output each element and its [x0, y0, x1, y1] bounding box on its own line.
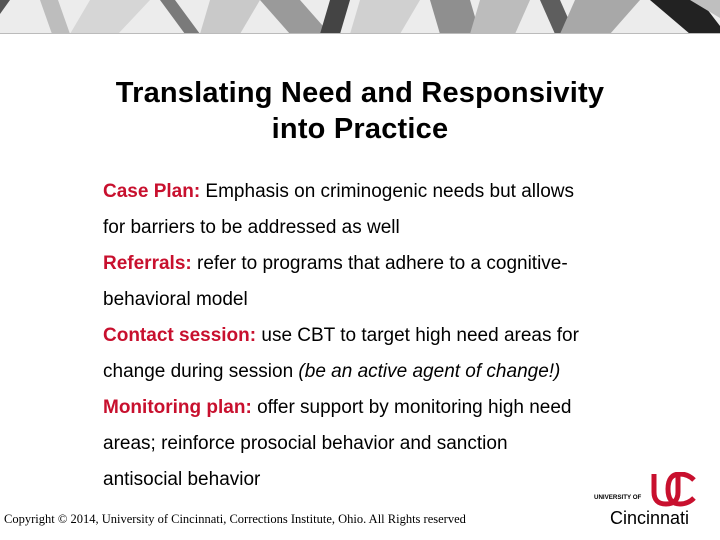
- monitoring-plan-text-line3: antisocial behavior: [103, 469, 261, 490]
- logo-cincinnati-text: Cincinnati: [610, 508, 690, 528]
- contact-session-text-line2: change during session: [103, 361, 299, 382]
- slide-title-line1: Translating Need and Responsivity: [115, 77, 605, 109]
- slide-title-line2: into Practice: [271, 113, 449, 145]
- slide-title: [60, 75, 660, 147]
- copyright-notice: Copyright © 2014, University of Cincinnati, Corrections Institute, Ohio. All Rights reserved: [4, 512, 466, 526]
- referrals-text-line1: refer to programs that adhere to a cognitive-: [191, 253, 568, 274]
- decorative-banner: [0, 0, 720, 34]
- monitoring-plan-label: Monitoring plan:: [103, 397, 252, 418]
- uc-monogram-icon: [654, 474, 694, 505]
- referrals-label: Referrals:: [103, 253, 192, 274]
- item-monitoring-plan: [103, 390, 643, 498]
- monitoring-plan-text-line2: areas; reinforce prosocial behavior and sanction: [103, 433, 508, 454]
- case-plan-label: Case Plan:: [103, 181, 201, 202]
- item-referrals: [103, 246, 643, 318]
- slide-body: [103, 174, 643, 498]
- contact-session-emphasis: (be an active agent of change!): [298, 361, 561, 382]
- referrals-text-line2: behavioral model: [103, 289, 248, 310]
- university-of-cincinnati-logo: [592, 472, 702, 528]
- item-contact-session: [103, 318, 643, 390]
- item-case-plan: [103, 174, 643, 246]
- logo-university-of-text: UNIVERSITY OF: [594, 494, 642, 501]
- monitoring-plan-text-line1: offer support by monitoring high need: [251, 397, 572, 418]
- contact-session-text-line1: use CBT to target high need areas for: [256, 325, 579, 346]
- case-plan-text-line1: Emphasis on criminogenic needs but allows: [200, 181, 575, 202]
- contact-session-label: Contact session:: [103, 325, 257, 346]
- case-plan-text-line2: for barriers to be addressed as well: [103, 217, 400, 238]
